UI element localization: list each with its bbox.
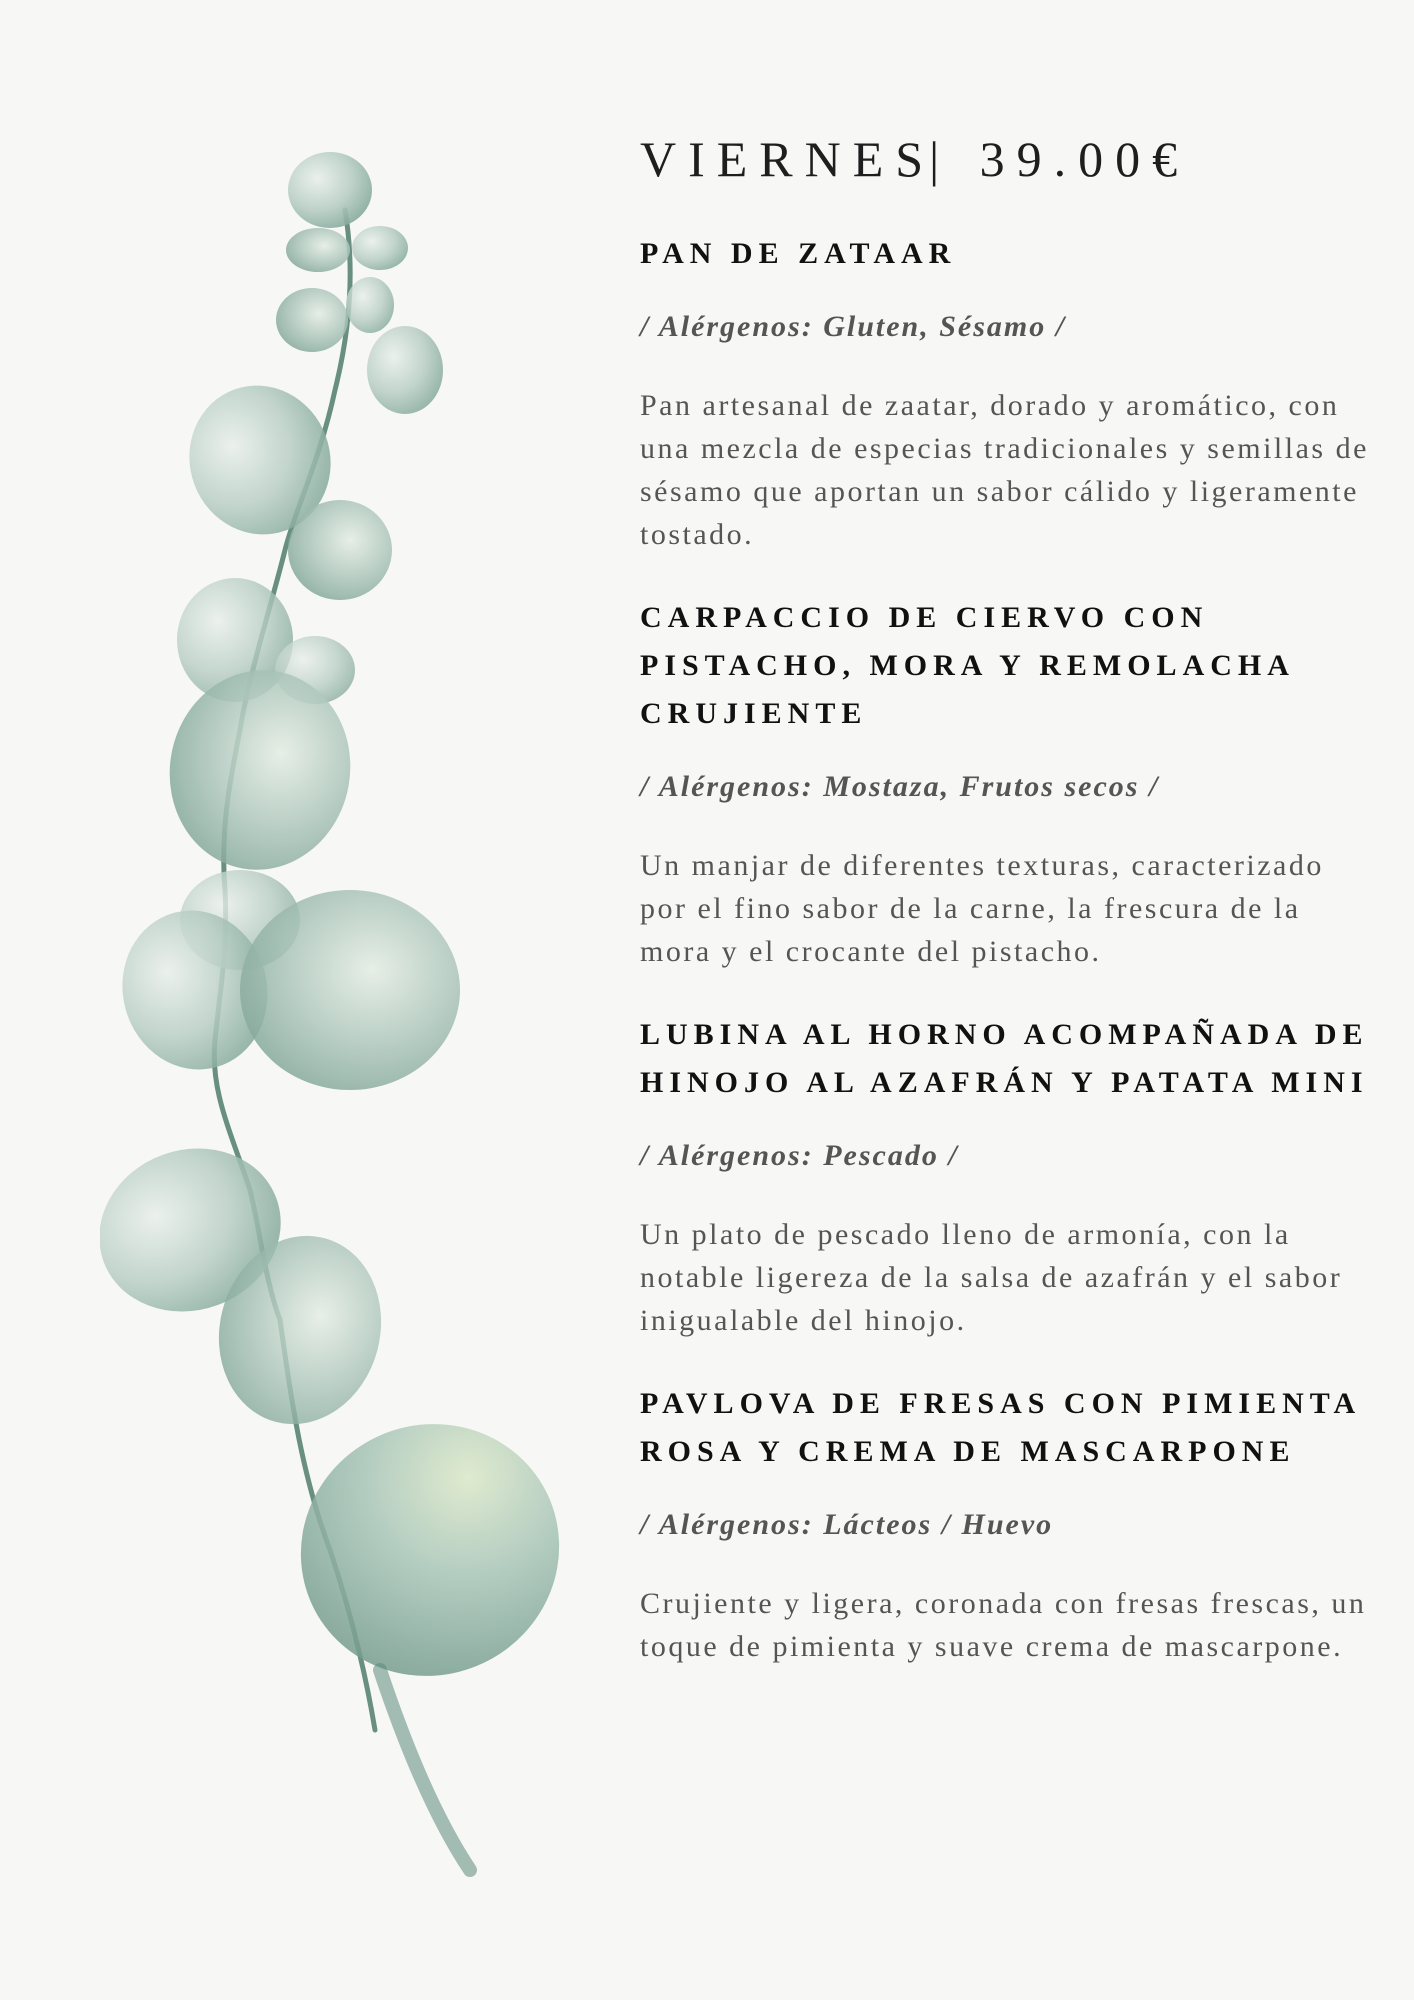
dish-description: Un plato de pescado lleno de armonía, con la notable ligereza de la salsa de azafrán y el sabor inigualable del hinojo. [640,1218,1343,1337]
menu-content [640,130,1370,1706]
dish-item [640,1380,1370,1668]
dish-item [640,594,1370,973]
dish-title: LUBINA AL HORNO ACOMPAÑADA DE HINOJO AL AZAFRÁN Y PATATA MINI [640,1018,1369,1099]
dish-allergens: / Alérgenos: Lácteos / Huevo [640,1508,1054,1541]
menu-header [640,130,1370,188]
dish-allergens: / Alérgenos: Mostaza, Frutos secos / [640,770,1160,803]
dish-title: PAN DE ZATAAR [640,237,957,270]
eucalyptus-branch-icon [100,130,600,1890]
dish-title: CARPACCIO DE CIERVO CON PISTACHO, MORA Y REMOLACHA CRUJIENTE [640,601,1294,730]
dish-description: Un manjar de diferentes texturas, caracterizado por el fino sabor de la carne, la frescura de la mora y el crocante del pistacho. [640,849,1324,968]
dish-allergens: / Alérgenos: Pescado / [640,1139,959,1172]
dish-description: Pan artesanal de zaatar, dorado y aromático, con una mezcla de especias tradicionales y semillas de sésamo que aportan un sabor cálido y ligeramente tostado. [640,389,1369,551]
menu-day: VIERNES [640,131,936,187]
dish-description: Crujiente y ligera, coronada con fresas frescas, un toque de pimienta y suave crema de mascarpone. [640,1587,1367,1663]
header-separator: | [929,131,952,187]
dish-item [640,230,1370,556]
dish-item [640,1011,1370,1342]
dish-title: PAVLOVA DE FRESAS CON PIMIENTA ROSA Y CREMA DE MASCARPONE [640,1387,1360,1468]
dish-allergens: / Alérgenos: Gluten, Sésamo / [640,310,1067,343]
menu-price: 39.00€ [979,131,1190,187]
